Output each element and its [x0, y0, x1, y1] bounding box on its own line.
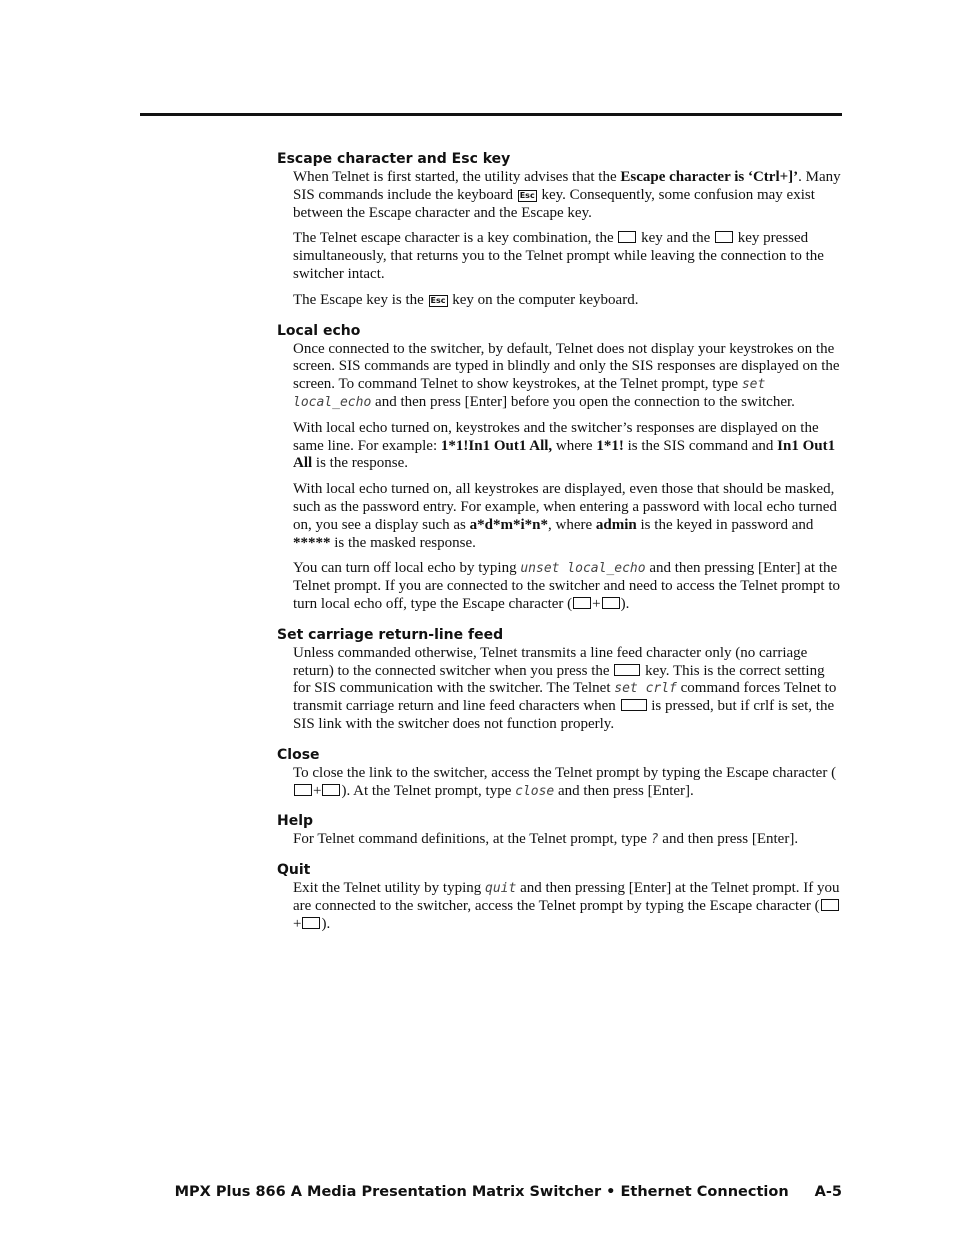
bracket-key-icon — [302, 917, 320, 929]
help-paragraph-1: For Telnet command definitions, at the Telnet prompt, type ? and then press [Enter]. — [293, 831, 799, 848]
command-text: close — [515, 783, 555, 799]
enter-key-icon — [614, 664, 640, 676]
section-local-echo — [277, 322, 843, 614]
heading-help: Help — [277, 813, 314, 830]
heading-crlf: Set carriage return-line feed — [277, 626, 504, 643]
esc-key-icon: Esc — [519, 190, 535, 200]
ctrl-key-icon — [294, 784, 312, 796]
heading-close: Close — [277, 746, 320, 763]
escape-paragraph-1: When Telnet is first started, the utility advises that the Escape character is ‘Ctrl+]’. Many SIS commands include the keyboard Esc key. Consequently, some confusion may exist between the Escape character and the Escape key. — [293, 169, 841, 221]
heading-quit: Quit — [277, 862, 311, 879]
header-rule — [140, 113, 842, 116]
close-paragraph-1: To close the link to the switcher, access the Telnet prompt by typing the Escape character (+ ). At the Telnet prompt, type close and then press [Enter]. — [293, 764, 837, 799]
command-text: set crlf — [614, 681, 677, 697]
page-footer — [140, 1184, 842, 1200]
footer-title: MPX Plus 866 A Media Presentation Matrix Switcher • Ethernet Connection — [174, 1184, 789, 1200]
crlf-paragraph-1: Unless commanded otherwise, Telnet transmits a line feed character only (no carriage return) to the connected switcher when you press the key. This is the correct setting for SIS communication with the switcher. The Telnet set crlf command forces Telnet to transmit carriage return and line feed characters when is pressed, but if crlf is set, the SIS link with the switcher does not function properly. — [293, 644, 837, 732]
bracket-key-icon — [715, 231, 733, 243]
heading-local-echo: Local echo — [277, 322, 361, 339]
quit-paragraph-1: Exit the Telnet utility by typing quit and then pressing [Enter] at the Telnet prompt. If you are connected to the switcher, access the Telnet prompt by typing the Escape character (+ ). — [293, 880, 840, 932]
local-echo-paragraph-1: Once connected to the switcher, by default, Telnet does not display your keystrokes on the screen. SIS commands are typed in blindly and only the SIS responses are displayed on the screen. To command Telnet to show keystrokes, at the Telnet prompt, type set local_echo and then press [Enter] before you open the connection to the switcher. — [293, 340, 840, 410]
section-help — [277, 812, 843, 849]
local-echo-paragraph-2: With local echo turned on, keystrokes and the switcher’s responses are displayed on the same line. For example: 1*1!In1 Out1 All, where 1*1! is the SIS command and In1 Out1 All is the response. — [293, 419, 836, 472]
bracket-key-icon — [602, 597, 620, 609]
section-escape — [277, 150, 843, 310]
command-text: unset local_echo — [520, 561, 646, 577]
esc-key-icon: Esc — [430, 295, 446, 305]
section-quit — [277, 861, 843, 933]
escape-paragraph-2: The Telnet escape character is a key combination, the key and the key pressed simultaneously, that returns you to the Telnet prompt while leaving the connection to the switcher intact. — [293, 230, 824, 282]
command-text: quit — [485, 881, 517, 897]
command-text: ? — [650, 832, 659, 848]
bracket-key-icon — [322, 784, 340, 796]
ctrl-key-icon — [618, 231, 636, 243]
section-crlf — [277, 626, 843, 734]
local-echo-paragraph-3: With local echo turned on, all keystrokes are displayed, even those that should be masked, such as the password entry. For example, when entering a password with local echo turned on, you see a display such as a*d*m*i*n*, where admin is the keyed in password and ***** is the masked response. — [293, 481, 837, 551]
enter-key-icon — [621, 699, 647, 711]
ctrl-key-icon — [573, 597, 591, 609]
command-text: set local_echo — [293, 377, 766, 410]
escape-paragraph-3: The Escape key is the Esc key on the computer keyboard. — [293, 291, 639, 308]
section-close — [277, 746, 843, 801]
page-number: A-5 — [814, 1184, 842, 1200]
heading-escape: Escape character and Esc key — [277, 151, 511, 167]
ctrl-key-icon — [821, 899, 839, 911]
local-echo-paragraph-4: You can turn off local echo by typing unset local_echo and then pressing [Enter] at the Telnet prompt. If you are connected to the switcher and need to access the Telnet prompt to turn local echo off, type the Escape character ( + ). — [293, 560, 841, 612]
page-content — [277, 150, 843, 946]
